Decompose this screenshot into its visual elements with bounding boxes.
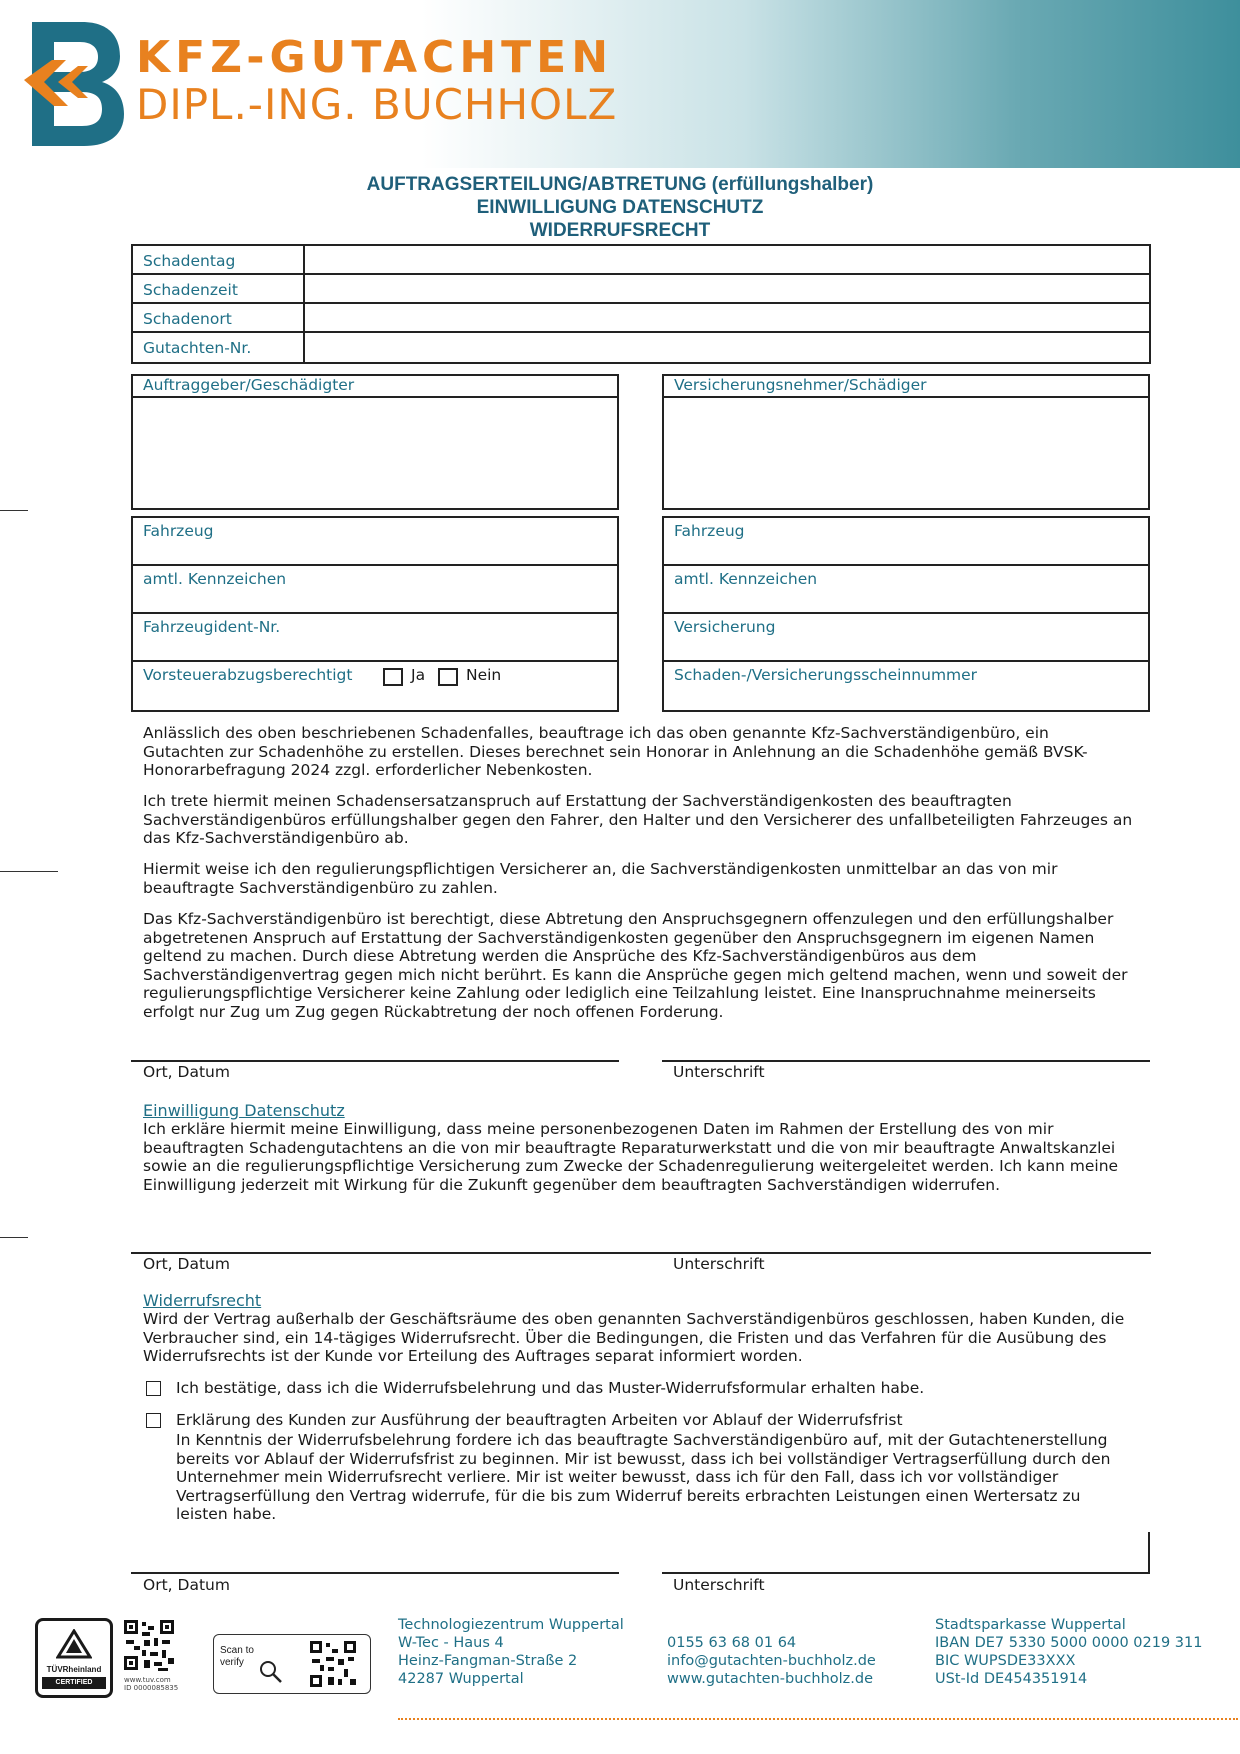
paragraph-cession: Ich trete hiermit meinen Schadensersatzanspruch auf Erstattung der Sachverständigenkosten des beauftragten Sachverständigenbüros erfüllungshalber gegen den Fahrer, den Halter und den Versicherer des unfallbeteiligten Fahrzeuges an das Kfz-Sachverständigenbüro ab. — [143, 792, 1133, 848]
field-vin[interactable] — [133, 614, 617, 662]
address-line-3: Heinz-Fangman-Straße 2 — [398, 1653, 578, 1669]
text-early-execution-title: Erklärung des Kunden zur Ausführung der beauftragten Arbeiten vor Ablauf der Widerrufsfrist — [176, 1411, 903, 1429]
scan-line-1: Scan to — [220, 1645, 254, 1656]
label-place-date-1: Ort, Datum — [143, 1063, 230, 1081]
label-ja: Ja — [411, 666, 426, 684]
label-vehicle-right: Fahrzeug — [674, 522, 745, 540]
paragraph-withdrawal: Wird der Vertrag außerhalb der Geschäftsräume des oben genannten Sachverständigenbüros geschlossen, haben Kunden, die Verbraucher sind, ein 14-tägiges Widerrufsrecht. Über die Bedingungen, die Fristen und das Verfahren für die Ausübung des Widerrufsrechts ist der Kunde vor Erteilung des Auftrages separat informiert worden. — [143, 1310, 1125, 1366]
website-link[interactable]: www.gutachten-buchholz.de — [667, 1671, 874, 1687]
tuv-qr-code-icon[interactable] — [122, 1618, 176, 1672]
vehicle-right-box — [662, 516, 1150, 712]
field-plate-left[interactable] — [133, 566, 617, 614]
bank-bic: BIC WUPSDE33XXX — [935, 1653, 1076, 1669]
tuv-url: www.tuv.com — [124, 1676, 171, 1684]
label-vin: Fahrzeugident-Nr. — [143, 618, 281, 636]
label-schadenort: Schadenort — [143, 310, 232, 328]
field-tax-deduction — [133, 662, 617, 710]
scan-line-2: verify — [220, 1657, 244, 1668]
address-line-2: W-Tec - Haus 4 — [398, 1635, 504, 1651]
field-policy-number[interactable] — [664, 662, 1148, 710]
label-plate-right: amtl. Kennzeichen — [674, 570, 818, 588]
client-label: Auftraggeber/Geschädigter — [143, 376, 355, 394]
heading-withdrawal: Widerrufsrecht — [143, 1291, 262, 1310]
magnifier-icon — [258, 1659, 284, 1685]
form-subtitle-withdrawal: WIDERRUFSRECHT — [529, 220, 711, 241]
fold-mark — [0, 510, 28, 511]
checkbox-early-execution[interactable] — [146, 1413, 161, 1428]
bank-iban: IBAN DE7 5330 5000 0000 0219 311 — [935, 1635, 1203, 1651]
policyholder-label: Versicherungsnehmer/Schädiger — [674, 376, 927, 394]
policyholder-box[interactable] — [662, 374, 1150, 510]
paragraph-payment-instruction: Hiermit weise ich den regulierungspflichtigen Versicherer an, die Sachverständigenkosten unmittelbar an das von mir beauftragte Sachverständigenbüro zu zahlen. — [143, 860, 1058, 897]
checkbox-nein[interactable] — [438, 668, 458, 686]
address-line-4: 42287 Wuppertal — [398, 1671, 524, 1687]
row-schadentag[interactable] — [133, 246, 1149, 275]
label-vehicle-left: Fahrzeug — [143, 522, 214, 540]
checkbox-confirm-receipt[interactable] — [146, 1381, 161, 1396]
brand-name: KFZ-GUTACHTEN — [136, 32, 614, 83]
b-monogram-logo-icon — [22, 16, 126, 150]
label-nein: Nein — [466, 666, 502, 684]
field-insurance[interactable] — [664, 614, 1148, 662]
client-box[interactable] — [131, 374, 619, 510]
label-signature-1: Unterschrift — [673, 1063, 765, 1081]
footer — [0, 1610, 1240, 1754]
label-gutachten-nr: Gutachten-Nr. — [143, 339, 252, 357]
signature-line-place-1[interactable] — [131, 1060, 619, 1062]
bank-name: Stadtsparkasse Wuppertal — [935, 1617, 1126, 1633]
fold-mark — [0, 1237, 28, 1238]
row-schadenort[interactable] — [133, 304, 1149, 333]
signature-line-place-3[interactable] — [131, 1572, 619, 1574]
label-schadentag: Schadentag — [143, 252, 236, 270]
checkbox-ja[interactable] — [383, 668, 403, 686]
text-early-execution: In Kenntnis der Widerrufsbelehrung fordere ich das beauftragte Sachverständigenbüro auf, mit der Gutachtenerstellung bereits vor Ablauf der Widerrufsfrist zu beginnen. Mir ist bewusst, dass ich bei vollständiger Vertragserfüllung durch den Unternehmer mein Widerrufsrecht verliere. Mir ist weiter bewusst, dass ich für den Fall, dass ich vor vollständiger Vertragserfüllung den Vertrag widerrufe, für die bis zum Widerruf bereits erbrachten Leistungen einen Wertersatz zu leisten habe. — [176, 1431, 1111, 1524]
vat-id: USt-Id DE454351914 — [935, 1671, 1088, 1687]
field-vehicle-right[interactable] — [664, 518, 1148, 566]
row-schadenzeit[interactable] — [133, 275, 1149, 304]
field-plate-right[interactable] — [664, 566, 1148, 614]
tuv-seal — [35, 1618, 113, 1698]
field-vehicle-left[interactable] — [133, 518, 617, 566]
tuv-triangle-icon — [56, 1629, 92, 1659]
label-plate-left: amtl. Kennzeichen — [143, 570, 287, 588]
tuv-certified: CERTIFIED — [42, 1677, 106, 1689]
damage-info-table — [131, 244, 1151, 364]
label-tax-deduction: Vorsteuerabzugsberechtigt — [143, 666, 353, 684]
form-subtitle-privacy: EINWILLIGUNG DATENSCHUTZ — [476, 197, 764, 218]
label-place-date-2: Ort, Datum — [143, 1255, 230, 1273]
signature-line-2[interactable] — [131, 1252, 1151, 1254]
row-gutachten-nr[interactable] — [133, 333, 1149, 362]
verify-qr-code-icon — [308, 1639, 358, 1689]
address-line-1: Technologiezentrum Wuppertal — [398, 1617, 624, 1633]
label-policy-number: Schaden-/Versicherungsscheinnummer — [674, 666, 978, 684]
email-link[interactable]: info@gutachten-buchholz.de — [667, 1653, 876, 1669]
label-signature-2: Unterschrift — [673, 1255, 765, 1273]
tuv-name: TÜVRheinland — [46, 1665, 102, 1674]
letterhead — [0, 0, 1240, 168]
label-signature-3: Unterschrift — [673, 1576, 765, 1594]
form-title: AUFTRAGSERTEILUNG/ABTRETUNG (erfüllungshalber) — [366, 174, 874, 195]
signature-line-sign-1[interactable] — [662, 1060, 1150, 1062]
brand-subtitle: DIPL.-ING. BUCHHOLZ — [136, 80, 618, 129]
label-place-date-3: Ort, Datum — [143, 1576, 230, 1594]
phone-number[interactable]: 0155 63 68 01 64 — [667, 1635, 797, 1651]
label-insurance: Versicherung — [674, 618, 776, 636]
paragraph-disclosure: Das Kfz-Sachverständigenbüro ist berechtigt, diese Abtretung den Anspruchsgegnern offenzulegen und den erfüllungshalber abgetretenen Anspruch auf Erstattung der Sachverständigenkosten gegenüber den Anspruchsgegnern im eigenen Namen geltend zu machen. Durch diese Abtretung werden die Ansprüche des Kfz-Sachverständigenbüros aus dem Sachverständigenvertrag gegen mich nicht berührt. Es kann die Ansprüche gegen mich geltend machen, wenn und soweit der regulierungspflichtige Versicherer keine Zahlung oder lediglich eine Teilzahlung leistet. Eine Inanspruchnahme meinerseits erfolgt nur Zug um Zug gegen Rückabtretung der noch offenen Forderung. — [143, 910, 1128, 1021]
heading-privacy: Einwilligung Datenschutz — [143, 1101, 345, 1120]
paragraph-assignment: Anlässlich des oben beschriebenen Schadenfalles, beauftrage ich das oben genannte Kfz-Sachverständigenbüro, ein Gutachten zur Schadenhöhe zu erstellen. Dieses berechnet sein Honorar in Anlehnung an die Schadenhöhe gemäß BVSK-Honorarbefragung 2024 zzgl. erforderlicher Nebenkosten. — [143, 724, 1088, 780]
scan-to-verify-badge[interactable] — [213, 1634, 371, 1694]
label-schadenzeit: Schadenzeit — [143, 281, 238, 299]
vehicle-left-box — [131, 516, 619, 712]
text-confirm-receipt: Ich bestätige, dass ich die Widerrufsbelehrung und das Muster-Widerrufsformular erhalten habe. — [176, 1379, 925, 1397]
signature-line-sign-3[interactable] — [662, 1572, 1150, 1574]
footer-dotted-line — [398, 1718, 1238, 1720]
paragraph-privacy: Ich erkläre hiermit meine Einwilligung, dass meine personenbezogenen Daten im Rahmen der Erstellung des von mir beauftragten Schadengutachtens an die von mir beauftragte Reparaturwerkstatt und die von mir beauftragte Anwaltskanzlei sowie an die regulierungspflichtige Versicherung zum Zwecke der Schadenregulierung weitergeleitet werden. Ich kann meine Einwilligung jederzeit mit Wirkung für die Zukunft gegenüber dem beauftragten Sachverständigen widerrufen. — [143, 1120, 1119, 1194]
tuv-id: ID 0000085835 — [124, 1684, 179, 1692]
punch-mark — [0, 871, 58, 872]
